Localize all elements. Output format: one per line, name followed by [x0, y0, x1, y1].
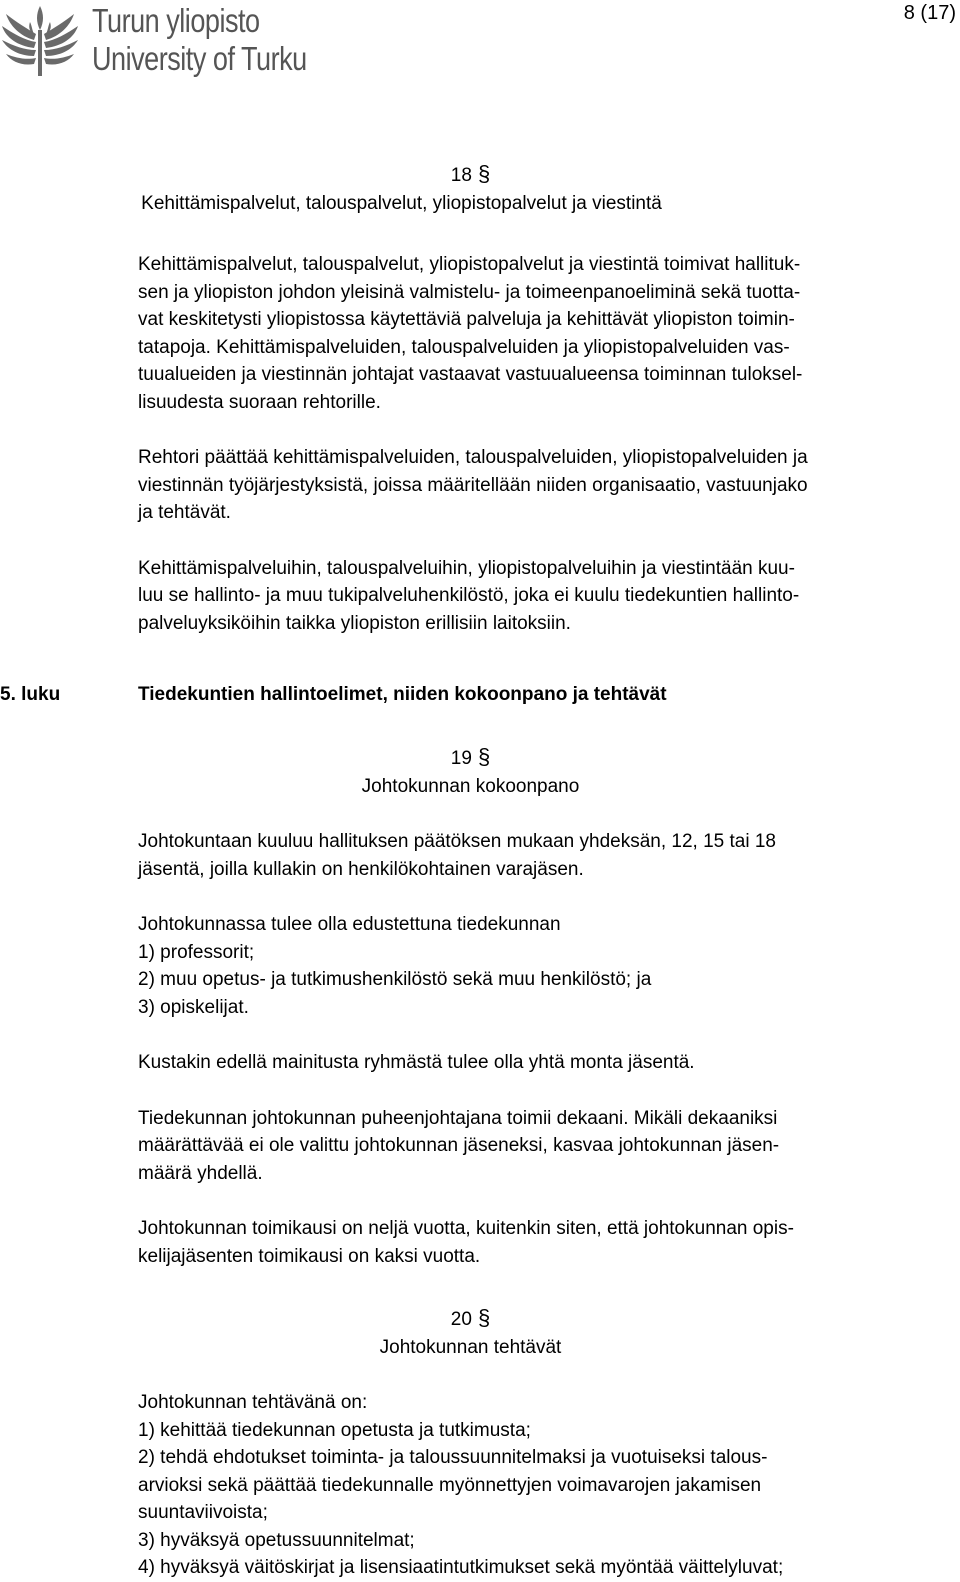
- text-line: Kustakin edellä mainitusta ryhmästä tulee olla yhtä monta jäsentä.: [138, 1052, 695, 1073]
- list-item: 1) professorit;: [138, 941, 255, 963]
- section-19-title: Johtokunnan kokoonpano: [361, 775, 580, 797]
- section-20-paragraph-1: [138, 1389, 928, 1582]
- section-18-paragraph-2: [138, 444, 928, 527]
- section-20-number: 20: [450, 1309, 472, 1330]
- text-line: Johtokuntaan kuuluu hallituksen päätöksen mukaan yhdeksän, 12, 15 tai 18: [138, 831, 777, 852]
- section-19-paragraph-3: [138, 1049, 928, 1077]
- text-line: määrä yhdellä.: [138, 1162, 263, 1184]
- section-sign-icon: §: [477, 744, 491, 769]
- text-line: määrättävää ei ole valittu johtokunnan jäseneksi, kasvaa johtokunnan jäsen-: [138, 1135, 780, 1156]
- text-line: kelijajäsenten toimikausi on kaksi vuotta.: [138, 1245, 481, 1267]
- section-18-title: Kehittämispalvelut, talouspalvelut, yliopistopalvelut ja viestintä: [141, 192, 662, 214]
- section-19-heading: [138, 743, 803, 800]
- page-number: 8 (17): [903, 2, 956, 24]
- section-19-number: 19: [450, 748, 472, 769]
- text-line: palveluyksiköihin taikka yliopiston erillisiin laitoksiin.: [138, 612, 571, 634]
- text-line: suuntaviivoista;: [138, 1502, 268, 1523]
- chapter-title: Tiedekuntien hallintoelimet, niiden kokoonpano ja tehtävät: [138, 684, 667, 705]
- text-line: Tiedekunnan johtokunnan puheenjohtajana toimii dekaani. Mikäli dekaaniksi: [138, 1107, 778, 1129]
- chapter-number: 5. luku: [0, 684, 61, 705]
- section-sign-icon: §: [477, 1305, 491, 1330]
- section-number: [138, 160, 803, 190]
- list-item: 2) muu opetus- ja tutkimushenkilöstö sekä muu henkilöstö; ja: [138, 969, 652, 990]
- list-item: 3) hyväksyä opetussuunnitelmat;: [138, 1529, 415, 1551]
- section-19-paragraph-4: [138, 1105, 928, 1188]
- logo-line-english: University of Turku: [92, 40, 307, 77]
- chapter-5-heading: [0, 681, 928, 709]
- section-19-paragraph-5: [138, 1215, 928, 1270]
- section-19-paragraph-2: [138, 911, 928, 1021]
- document-body: [0, 160, 928, 1582]
- section-18-paragraph-3: [138, 555, 928, 638]
- section-sign-icon: §: [477, 161, 491, 186]
- section-18-paragraph-1: [138, 251, 928, 416]
- list-item: 4) hyväksyä väitöskirjat ja lisensiaatintutkimukset sekä myöntää väittelyluvat;: [138, 1557, 784, 1578]
- page-header: [0, 0, 960, 90]
- text-line: tatapoja. Kehittämispalveluiden, talouspalveluiden ja yliopistopalveluiden vas-: [138, 336, 790, 358]
- list-item: 3) opiskelijat.: [138, 996, 249, 1018]
- text-line: ja tehtävät.: [138, 502, 231, 523]
- text-line: vat keskitetysti yliopistossa käytettäviä palveluja ja kehittävät yliopiston toimin-: [138, 309, 795, 330]
- text-line: Johtokunnan toimikausi on neljä vuotta, kuitenkin siten, että johtokunnan opis-: [138, 1218, 794, 1239]
- text-line: viestinnän työjärjestyksistä, joissa määritellään niiden organisaatio, vastuunjako: [138, 474, 808, 496]
- section-18-number: 18: [450, 165, 472, 186]
- text-line: Kehittämispalvelut, talouspalvelut, yliopistopalvelut ja viestintä toimivat hallituk-: [138, 254, 801, 275]
- text-line: arvioksi sekä päättää tiedekunnalle myönnettyjen voimavarojen jakamisen: [138, 1474, 762, 1496]
- text-line: tuualueiden ja viestinnän johtajat vastaavat vastuualueensa toiminnan tuloksel-: [138, 364, 803, 385]
- text-line: Johtokunnan tehtävänä on:: [138, 1392, 368, 1413]
- section-20-heading: [138, 1304, 803, 1361]
- text-line: Rehtori päättää kehittämispalveluiden, talouspalveluiden, yliopistopalveluiden ja: [138, 447, 808, 468]
- university-logo-text: [92, 2, 307, 78]
- university-emblem-icon: [0, 0, 80, 80]
- list-item: 2) tehdä ehdotukset toiminta- ja taloussuunnitelmaksi ja vuotuiseksi talous-: [138, 1447, 768, 1468]
- text-line: jäsentä, joilla kullakin on henkilökohtainen varajäsen.: [138, 858, 584, 880]
- section-19-paragraph-1: [138, 828, 928, 883]
- text-line: sen ja yliopiston johdon yleisinä valmistelu- ja toimeenpanoeliminä sekä tuotta-: [138, 281, 801, 303]
- text-line: Johtokunnassa tulee olla edustettuna tiedekunnan: [138, 914, 561, 935]
- text-line: luu se hallinto- ja muu tukipalveluhenkilöstö, joka ei kuulu tiedekuntien hallinto-: [138, 585, 800, 606]
- logo-line-finnish: Turun yliopisto: [92, 2, 260, 39]
- text-line: lisuudesta suoraan rehtorille.: [138, 391, 381, 413]
- section-18-heading: [138, 160, 803, 217]
- list-item: 1) kehittää tiedekunnan opetusta ja tutkimusta;: [138, 1419, 531, 1441]
- text-line: Kehittämispalveluihin, talouspalveluihin, yliopistopalveluihin ja viestintään kuu-: [138, 557, 795, 579]
- section-20-title: Johtokunnan tehtävät: [379, 1336, 562, 1358]
